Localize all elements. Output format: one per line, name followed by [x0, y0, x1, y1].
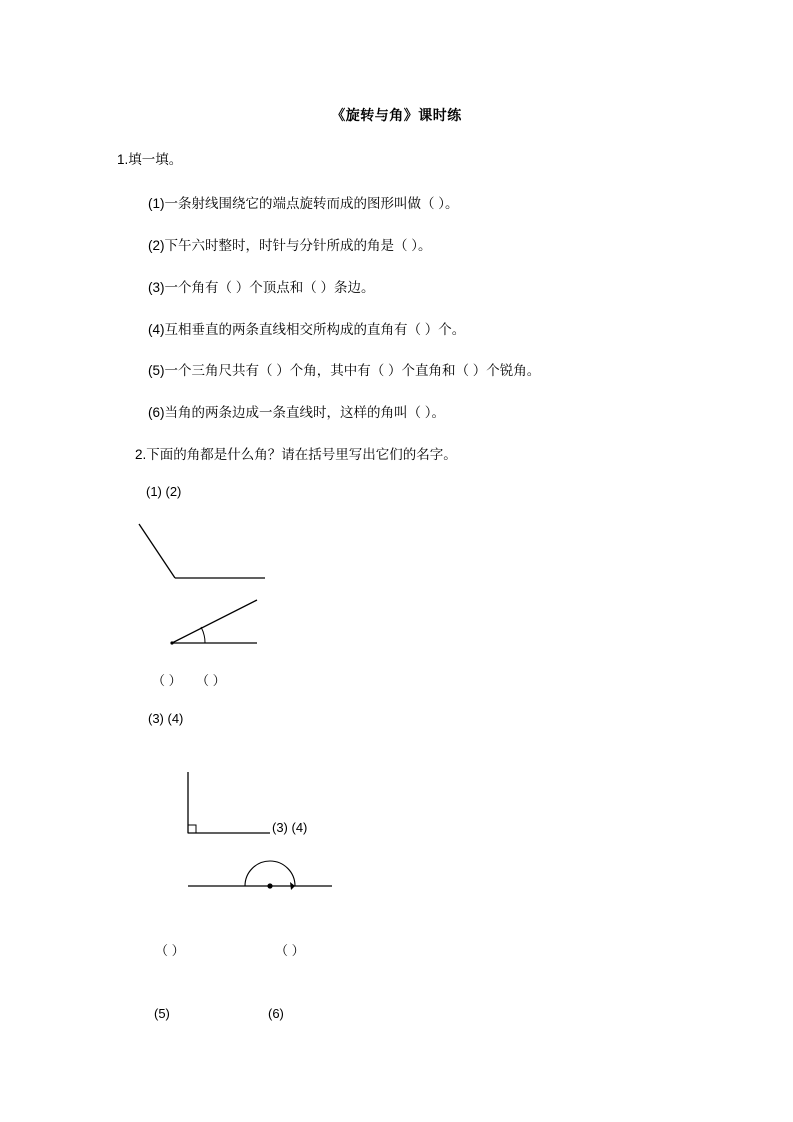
page-title: 《旋转与角》课时练 — [331, 107, 462, 123]
question-1-6: (6)当角的两条边成一条直线时，这样的角叫（ ）。 — [148, 405, 445, 420]
figure-group-3-right-label: (6) — [268, 1006, 284, 1021]
figure-group-1-label: (1) (2) — [146, 484, 182, 499]
answer-blank-2: （ ） — [196, 673, 226, 688]
answer-blank-1: （ ） — [152, 673, 182, 688]
answer-blank-4: （ ） — [275, 943, 305, 958]
question-1-2: (2)下午六时整时，时针与分针所成的角是（ ）。 — [148, 238, 432, 253]
obtuse-angle-figure — [139, 524, 265, 578]
figure-group-2-inline-label: (3) (4) — [272, 820, 308, 835]
section-2-heading: 2.下面的角都是什么角？请在括号里写出它们的名字。 — [135, 447, 457, 462]
answer-blank-3: （ ） — [155, 943, 185, 958]
question-1-4: (4)互相垂直的两条直线相交所构成的直角有（ ）个。 — [148, 322, 466, 337]
question-1-3: (3)一个角有（ ）个顶点和（ ）条边。 — [148, 280, 375, 295]
section-1-heading: 1.填一填。 — [117, 152, 183, 167]
right-angle-figure — [188, 772, 270, 833]
acute-angle-figure — [170, 600, 257, 645]
question-1-1: (1)一条射线围绕它的端点旋转而成的图形叫做（ ）。 — [148, 196, 459, 211]
question-1-5: (5)一个三角尺共有（ ）个角，其中有（ ）个直角和（ ）个锐角。 — [148, 363, 541, 378]
straight-angle-figure — [188, 861, 332, 890]
figure-group-2-label: (3) (4) — [148, 711, 184, 726]
figure-group-3-left-label: (5) — [154, 1006, 170, 1021]
